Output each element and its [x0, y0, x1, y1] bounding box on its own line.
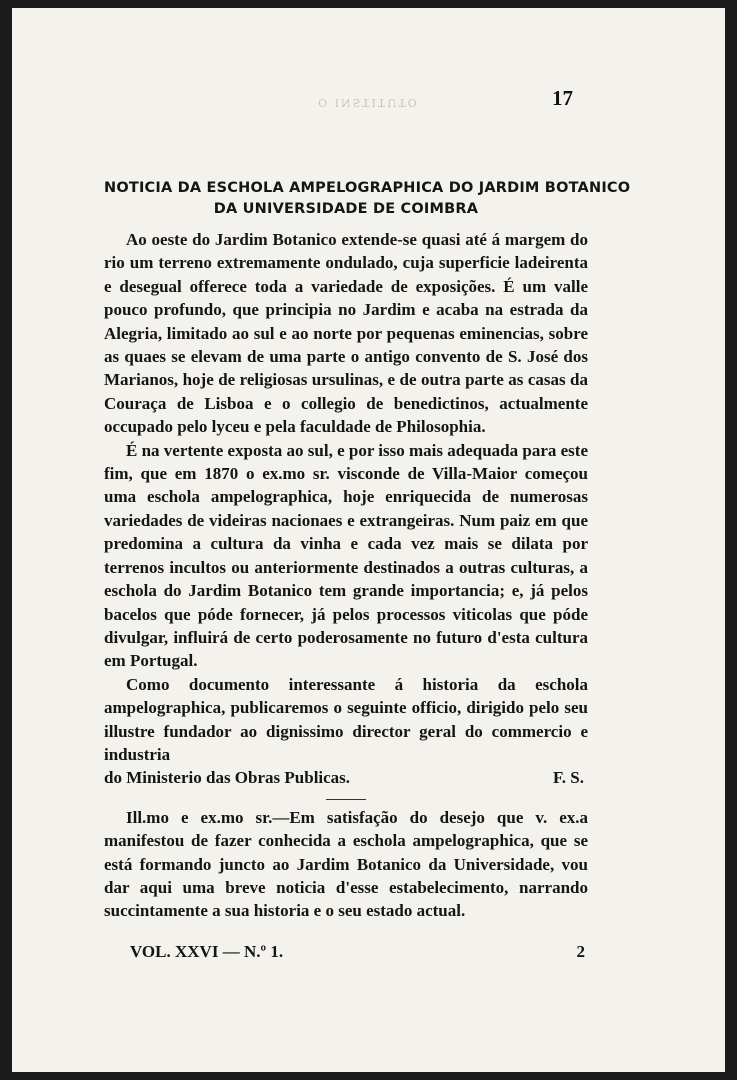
title-line-2: DA UNIVERSIDADE DE COIMBRA: [213, 201, 479, 217]
page-footer: [130, 942, 585, 962]
sheet-number: 2: [576, 942, 585, 961]
paragraph-3-end: [104, 766, 588, 789]
paragraph-1: Ao oeste do Jardim Botanico extende-se quasi até á margem do rio um terreno extremamente ondulado, cuja superficie ladeirenta e desegual offerece toda a variedade de exposições. É um valle pouco profundo, que principia no Jardim e acaba na estrada da Alegria, limitado ao sul e ao norte por pequenas eminencias, sobre as quaes se elevam de uma parte o antigo convento de S. José dos Marianos, hoje de religiosas ursulinas, e de outra parte as casas da Couraça de Lisboa e o collegio de benedictinos, actualmente occupado pelo lyceu e pela faculdade de Philosophia.: [104, 230, 588, 437]
volume-number: VOL. XXVI — N.º 1.: [130, 942, 284, 961]
article-title: [104, 178, 631, 220]
author-initials: F. S.: [552, 768, 584, 788]
paragraph-2: É na vertente exposta ao sul, e por isso mais adequada para este fim, que em 1870 o ex.mo sr. visconde de Villa-Maior começou uma eschola ampelographica, hoje enriquecida de numerosas variedades de videiras nacionaes e extrangeiras. Num paiz em que predomina a cultura da vinha e cada vez mais se dilata por terrenos incultos ou anteriormente destinados a outras culturas, a eschola do Jardim Botanico tem grande importancia; e, já pelos bacelos que póde fornecer, já pelos processos viticolas que póde divulgar, influirá de certo poderosamente no futuro d'esta cultura em Portugal.: [104, 440, 588, 671]
section-divider: [326, 799, 366, 800]
paragraph-3: Como documento interessante á historia da eschola ampelographica, publicaremos o seguinte officio, dirigido pelo seu illustre fundador ao dignissimo director geral do commercio e industria: [104, 674, 588, 764]
page-number: 17: [552, 86, 573, 110]
letter-opening: Ill.mo e ex.mo sr.—Em satisfação do desejo que v. ex.a manifestou de fazer conhecida a eschola ampelographica, que se está formando juncto ao Jardim Botanico da Universidade, vou dar aqui uma breve noticia d'esse estabelecimento, narrando succintamente a sua historia e o seu estado actual.: [104, 807, 588, 921]
paragraph-3-last-line: do Ministerio das Obras Publicas.: [104, 768, 351, 788]
title-line-1: NOTICIA DA ESCHOLA AMPELOGRAPHICA DO JARDIM BOTANICO: [104, 180, 631, 196]
document-page: [12, 8, 725, 1072]
running-head-bleed: O INSTITUTO: [318, 96, 419, 109]
article-body: [104, 178, 631, 923]
